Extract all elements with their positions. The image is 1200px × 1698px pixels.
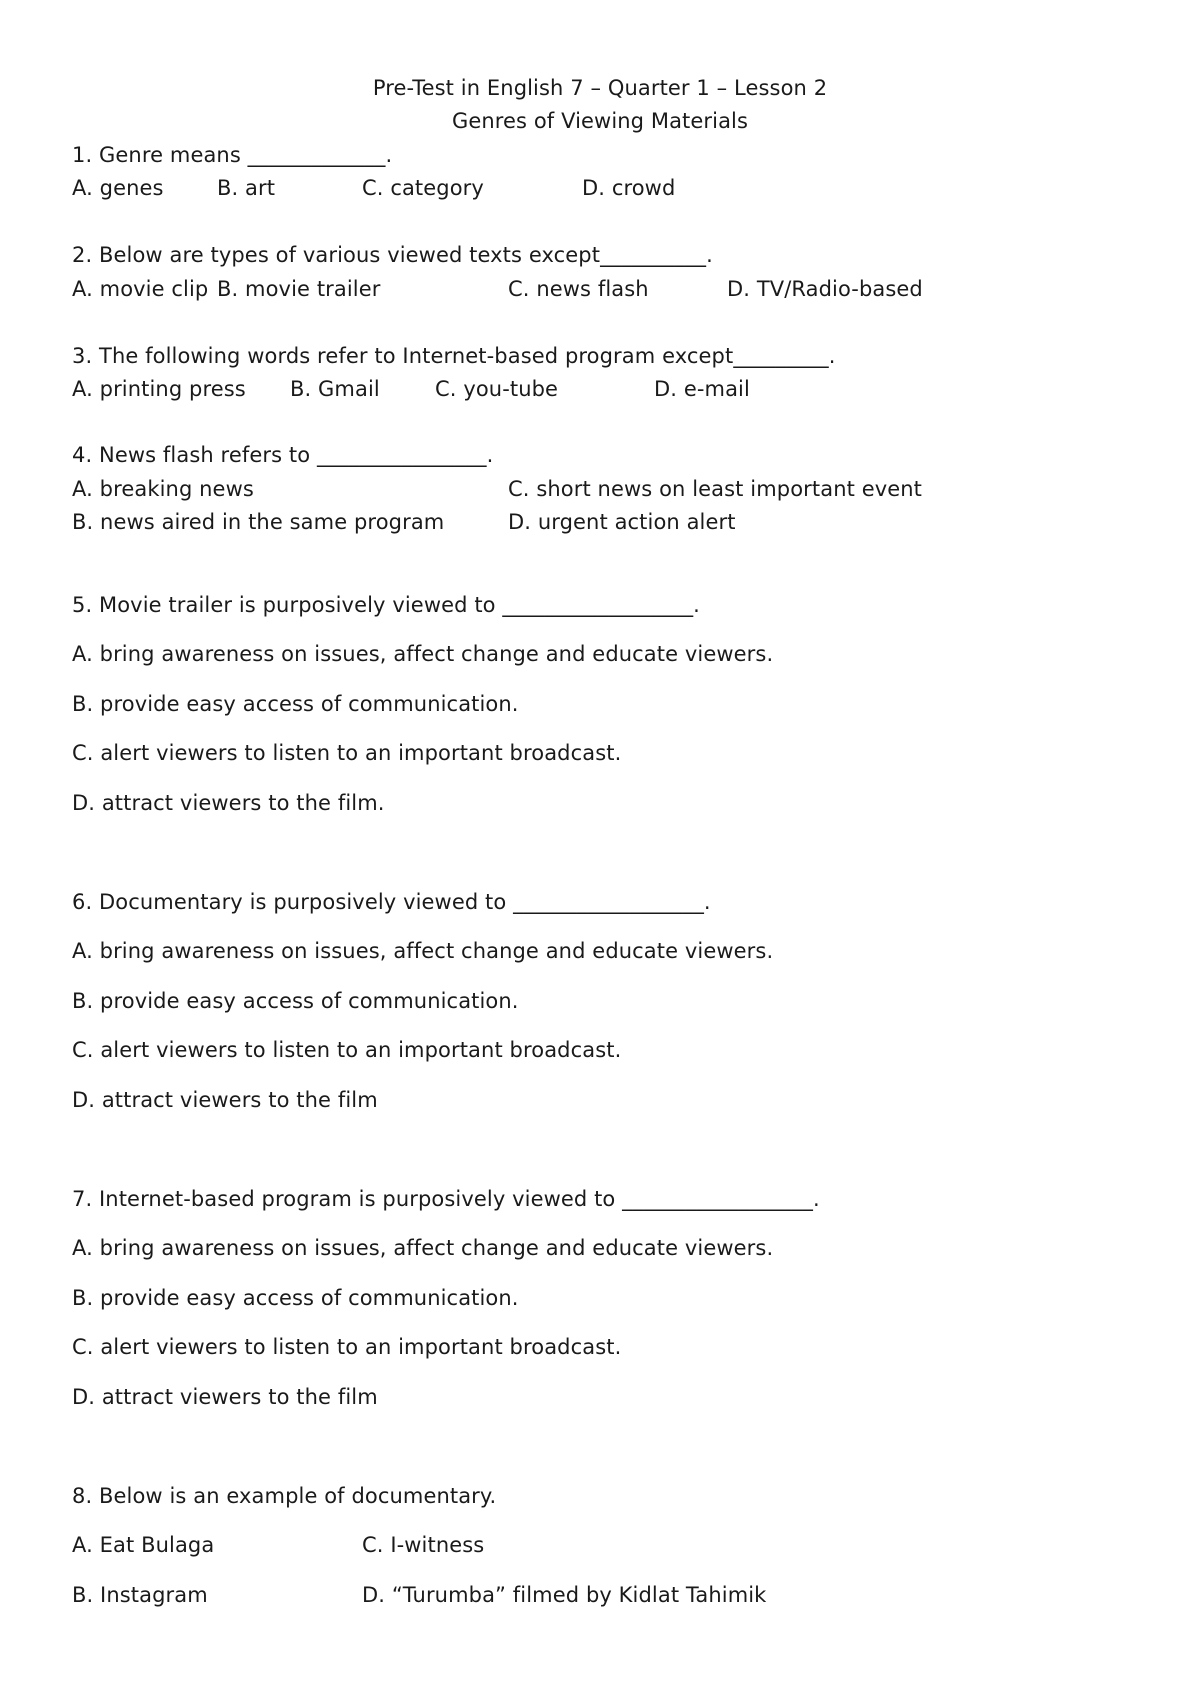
question-7-choice-d: D. attract viewers to the film [72, 1385, 378, 1409]
question-7-choice-b: B. provide easy access of communication. [72, 1286, 519, 1310]
question-1-stem: 1. Genre means _____________. [72, 143, 393, 167]
question-5-choice-a: A. bring awareness on issues, affect change and educate viewers. [72, 642, 774, 666]
question-1-choice-c: C. category [362, 176, 484, 200]
question-8-choice-a: A. Eat Bulaga [72, 1533, 215, 1557]
question-1-choice-a: A. genes [72, 176, 164, 200]
question-6-choice-b: B. provide easy access of communication. [72, 989, 519, 1013]
question-8-stem: 8. Below is an example of documentary. [72, 1484, 497, 1508]
question-6-choice-a: A. bring awareness on issues, affect change and educate viewers. [72, 939, 774, 963]
question-1-choice-d: D. crowd [582, 176, 676, 200]
question-7-choice-c: C. alert viewers to listen to an important broadcast. [72, 1335, 622, 1359]
question-7-choice-a: A. bring awareness on issues, affect change and educate viewers. [72, 1236, 774, 1260]
question-8-choice-c: C. I-witness [362, 1533, 485, 1557]
question-5-stem: 5. Movie trailer is purposively viewed to __________________. [72, 593, 700, 617]
question-4-choice-d: D. urgent action alert [508, 510, 736, 534]
question-3-choice-b: B. Gmail [290, 377, 380, 401]
question-5-choice-b: B. provide easy access of communication. [72, 692, 519, 716]
question-1-choice-b: B. art [217, 176, 276, 200]
question-5-choice-c: C. alert viewers to listen to an important broadcast. [72, 741, 622, 765]
question-4-choice-a: A. breaking news [72, 477, 254, 501]
question-2-choice-c: C. news flash [508, 277, 649, 301]
question-3-choice-d: D. e-mail [654, 377, 750, 401]
question-8-choice-d: D. “Turumba” filmed by Kidlat Tahimik [362, 1583, 767, 1607]
page-subtitle: Genres of Viewing Materials [451, 109, 749, 133]
question-7-stem: 7. Internet-based program is purposively viewed to __________________. [72, 1187, 820, 1211]
question-6-choice-d: D. attract viewers to the film [72, 1088, 378, 1112]
question-2-stem: 2. Below are types of various viewed texts except__________. [72, 243, 713, 267]
question-8-choice-b: B. Instagram [72, 1583, 208, 1607]
page-title: Pre-Test in English 7 – Quarter 1 – Lesson 2 [372, 76, 828, 100]
question-3-choice-c: C. you-tube [435, 377, 559, 401]
question-5-choice-d: D. attract viewers to the film. [72, 791, 385, 815]
question-2-choice-a: A. movie clip [72, 277, 209, 301]
question-2-choice-b: B. movie trailer [217, 277, 381, 301]
question-4-choice-c: C. short news on least important event [508, 477, 923, 501]
question-2-choice-d: D. TV/Radio-based [727, 277, 923, 301]
question-6-choice-c: C. alert viewers to listen to an important broadcast. [72, 1038, 622, 1062]
question-4-stem: 4. News flash refers to ________________. [72, 443, 494, 467]
question-3-choice-a: A. printing press [72, 377, 246, 401]
question-4-choice-b: B. news aired in the same program [72, 510, 445, 534]
question-3-stem: 3. The following words refer to Internet-based program except_________. [72, 344, 836, 368]
question-6-stem: 6. Documentary is purposively viewed to __________________. [72, 890, 711, 914]
